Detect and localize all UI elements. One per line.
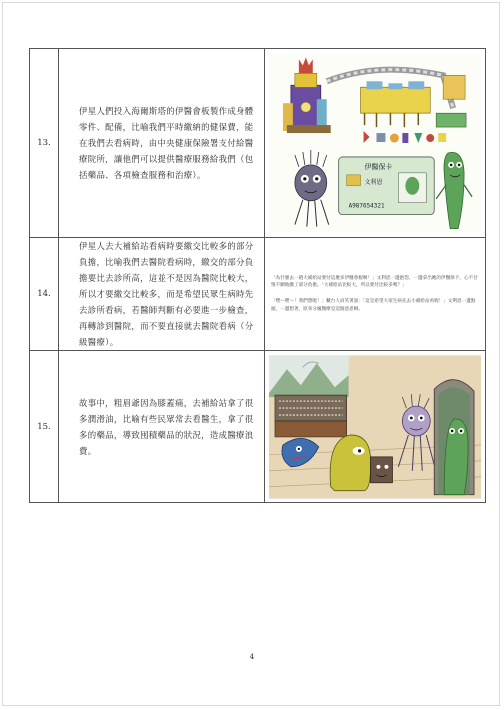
text-panel-cell bbox=[265, 238, 486, 351]
table-row bbox=[30, 238, 486, 351]
illustration-13 bbox=[269, 53, 481, 233]
row-number: 15. bbox=[30, 351, 59, 503]
table-row bbox=[30, 49, 486, 238]
illustration-cell bbox=[265, 49, 486, 238]
window-drawing bbox=[269, 355, 349, 397]
box-character-drawing bbox=[371, 456, 393, 482]
row-number: 13. bbox=[30, 49, 59, 238]
illustration-cell bbox=[265, 351, 486, 503]
cabinet-drawing bbox=[275, 395, 347, 437]
illustration-15 bbox=[269, 355, 481, 499]
row-description: 故事中，粗眉爺因為膝蓋痛，去補給站拿了很多潤滑油，比喻有些民眾常去看醫生，拿了很多的藥品，導致囤積藥品的狀況，造成醫療浪費。 bbox=[59, 351, 265, 503]
page-number: 4 bbox=[249, 653, 255, 661]
row-description: 伊星人去大補給站看病時要繳交比較多的部分負擔，比喻我們去醫院看病時，繳交的部分負擔要比去診所高，這並不是因為醫院比較大，所以才要繳交比較多，而是希望民眾生病時先去診所看病，若醫師判斷有必要進一步檢查，再轉診到醫院，而不要直接就去醫院看病（分級醫療）。 bbox=[59, 238, 265, 351]
content-table bbox=[29, 48, 486, 503]
health-card bbox=[339, 157, 435, 215]
card-holder-name: 文利恩 bbox=[364, 178, 383, 186]
table-row bbox=[30, 351, 486, 503]
card-title: 伊醫保卡 bbox=[364, 162, 393, 171]
story-text-panel bbox=[269, 273, 481, 315]
card-number: A987654321 bbox=[348, 202, 385, 210]
row-description: 伊星人們投入海爾斯塔的伊醫會板製作成身體零件、配備，比喻我們平時繳納的健保費，能在我們去看病時，由中央健康保險署支付給醫療院所，讓他們可以提供醫療服務給我們（包括藥品、各項檢查服務和治療）。 bbox=[59, 49, 265, 238]
story-paragraph: 「嘿～嘿～！我們想喔！」櫃台人員笑著說：「這是希望大家生病先去小補給站看喔！」文利恩一邊點頭，一邊想著，原來分級醫療是這個意思啊。 bbox=[271, 299, 476, 312]
row-number: 14. bbox=[30, 238, 59, 351]
story-paragraph: 「為什麼去一趟大補給站要付這麼多伊醫會板啊！」文利恩一邊抱怨，一邊拿出她的伊醫保卡，心不甘情不願地繳了部分負擔。「大補給站比較大，所以要付比較多嗎？」 bbox=[271, 275, 478, 289]
